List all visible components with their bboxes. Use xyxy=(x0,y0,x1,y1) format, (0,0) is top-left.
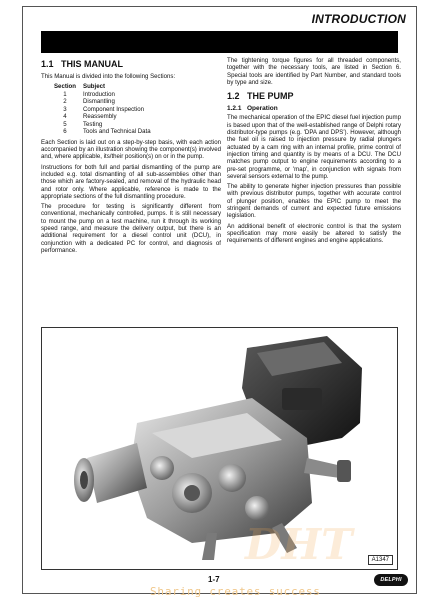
header-bar xyxy=(41,31,398,53)
paragraph: An additional benefit of electronic control is that the system specification may more easily be altered to satisfy the requirements of different engines and engine applications. xyxy=(227,222,401,245)
delphi-logo: DELPHI xyxy=(374,574,408,586)
paragraph: The ability to generate higher injection pressures than possible with previous distributor pumps, together with accurate control of plunger position, enables the EPIC pump to meet the stringent demands of current and expected future emissions legislation. xyxy=(227,183,401,220)
table-row: 1 Introduction xyxy=(63,90,115,98)
subsection-title-operation: 1.2.1 Operation xyxy=(227,105,278,113)
table-row: 3 Component Inspection xyxy=(63,105,144,113)
section-title-this-manual: 1.1 THIS MANUAL xyxy=(41,59,123,69)
manual-page xyxy=(22,6,417,594)
paragraph: Each Section is laid out on a step-by-step basis, with each action accompanied by an illustration showing the component(s) involved and, where applicable, its/their position(s) on or in the pump. xyxy=(41,138,221,161)
paragraph: The procedure for testing is significantly different from conventional, mechanically controlled, pumps. It is still necessary to mount the pump on a test machine, run it through its working speed range, and measure the delivery output, but there is an additional requirement for a diesel control unit (DCU), in conjunction with a dedicated PC for control, and diagnosis of performance. xyxy=(41,203,221,254)
paragraph: The mechanical operation of the EPIC diesel fuel injection pump is based upon that of the well-established range of Delphi rotary distributor-type pumps (e.g. 'DPA and DPS'). However, although the fuel oil is raised to injection pressure by radial plungers actuated by a cam ring with an internal profile, prime control of injection timing and quantity is by means of a DCU. The DCU matches pump output to engine requirements according to a pre-set programme, or 'map', in conjunction with signals from several sensors external to the pump. xyxy=(227,114,401,180)
paragraph: The tightening torque figures for all threaded components, together with the necessary tools, are listed in Section 6. Special tools are identified by Part Number, and standard tools by type and size. xyxy=(227,57,401,86)
table-row: 2 Dismantling xyxy=(63,98,115,106)
table-row: 5 Testing xyxy=(63,120,103,128)
paragraph: Instructions for both full and partial dismantling of the pump are included e.g. total dismantling of all sub-assemblies other than those which are factory-sealed, and removal of the hydraulic head and rotor only. Where applicable, reference is made to the appropriate sections of the full dismantling procedure. xyxy=(41,163,221,200)
left-column xyxy=(41,57,221,257)
page-number: 1-7 xyxy=(208,575,220,584)
table-row: 6 Tools and Technical Data xyxy=(63,128,151,136)
right-column xyxy=(227,57,401,248)
section-title-the-pump: 1.2 THE PUMP xyxy=(227,91,294,102)
watermark-logo: DHT xyxy=(245,520,353,569)
manual-intro: This Manual is divided into the following Sections: xyxy=(41,73,176,80)
table-row: 4 Reassembly xyxy=(63,113,117,121)
figure-label: A1347 xyxy=(368,555,393,565)
watermark-text: Sharing creates success xyxy=(150,585,321,598)
page-header-title: INTRODUCTION xyxy=(311,12,406,26)
section-table xyxy=(47,83,221,136)
section-table-header: Section Subject xyxy=(53,83,106,91)
